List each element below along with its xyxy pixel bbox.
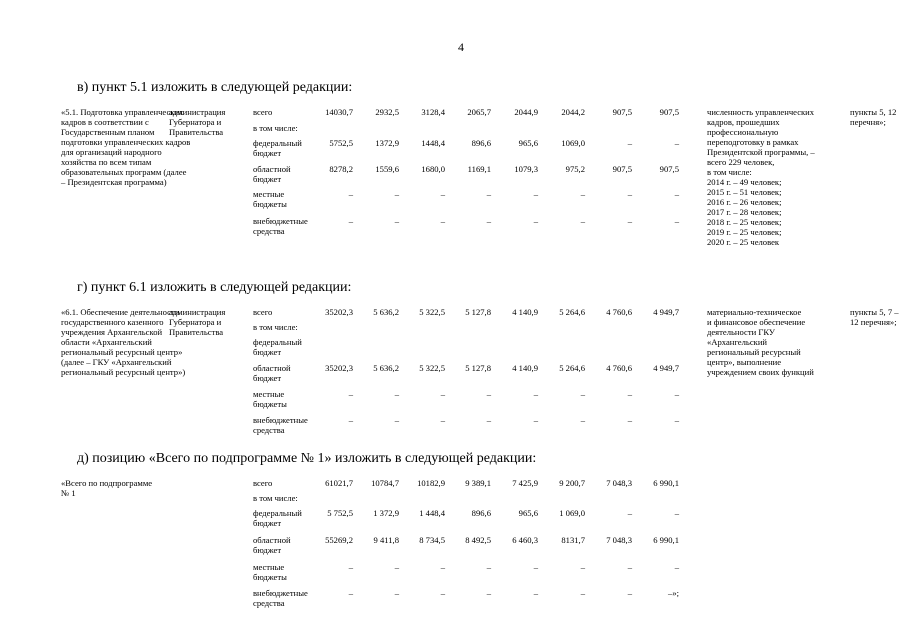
- program-description: «5.1. Подготовка управленческих кадров в соответствии с Государственным планом подготовки управленческих кадров для организаций народного хозяйства по всем типам образовательных программ (далее – Президентская программа): [61, 107, 191, 187]
- amount-2015: 1448,4: [421, 138, 445, 148]
- result-line: в том числе:: [707, 167, 752, 177]
- amount-2017: 2044,9: [514, 107, 538, 117]
- amount-2020: 6 990,1: [653, 535, 679, 545]
- funding-source: областной бюджет: [253, 363, 291, 383]
- amount-total: 5 752,5: [327, 508, 353, 518]
- amount-2020: –: [674, 216, 679, 226]
- amount-2018: 975,2: [565, 164, 585, 174]
- amount-2014: 1372,9: [375, 138, 399, 148]
- amount-2019: 7 048,3: [606, 478, 632, 488]
- section-heading-total: д) позицию «Всего по подпрограмме № 1» изложить в следующей редакции:: [77, 451, 537, 466]
- result-line: Президентской программы, –: [707, 147, 815, 157]
- amount-2014: 1 372,9: [373, 508, 399, 518]
- amount-2015: 1680,0: [421, 164, 445, 174]
- result-line: всего 229 человек,: [707, 157, 775, 167]
- amount-2018: 1 069,0: [559, 508, 585, 518]
- amount-2016: 1169,1: [467, 164, 491, 174]
- amount-2016: –: [486, 389, 491, 399]
- amount-2015: 1 448,4: [419, 508, 445, 518]
- amount-2015: –: [440, 415, 445, 425]
- amount-2014: –: [394, 389, 399, 399]
- result-line: деятельности ГКУ: [707, 327, 775, 337]
- amount-2015: –: [440, 562, 445, 572]
- result-line: 2020 г. – 25 человек: [707, 237, 780, 247]
- amount-2020: 4 949,7: [653, 363, 679, 373]
- amount-2014: 9 411,8: [373, 535, 399, 545]
- result-line: 2017 г. – 28 человек;: [707, 207, 782, 217]
- amount-2017: 6 460,3: [512, 535, 538, 545]
- amount-total: –: [348, 216, 353, 226]
- funding-source: всего: [253, 107, 273, 117]
- amount-2014: –: [394, 415, 399, 425]
- amount-2018: 9 200,7: [559, 478, 585, 488]
- amount-2018: –: [580, 562, 585, 572]
- amount-2016: 2065,7: [467, 107, 491, 117]
- funding-source: в том числе:: [253, 123, 298, 133]
- amount-2017: 965,6: [518, 508, 538, 518]
- amount-2014: –: [394, 588, 399, 598]
- amount-2019: –: [627, 588, 632, 598]
- amount-2014: –: [394, 189, 399, 199]
- section-table-5-1: [58, 107, 898, 267]
- result-line: центр», выполнение: [707, 357, 782, 367]
- amount-total: –: [348, 562, 353, 572]
- funding-source: всего: [253, 307, 273, 317]
- amount-2017: –: [533, 389, 538, 399]
- amount-2015: 10182,9: [417, 478, 445, 488]
- amount-2019: –: [627, 415, 632, 425]
- amount-2014: 2932,5: [375, 107, 399, 117]
- amount-2018: 2044,2: [561, 107, 585, 117]
- amount-total: 14030,7: [325, 107, 353, 117]
- amount-2015: –: [440, 389, 445, 399]
- amount-2016: 896,6: [471, 138, 491, 148]
- amount-2019: –: [627, 138, 632, 148]
- amount-2020: –: [674, 508, 679, 518]
- section-heading-5-1: в) пункт 5.1 изложить в следующей редакции:: [77, 80, 353, 95]
- amount-2014: –: [394, 216, 399, 226]
- funding-source: внебюджетные средства: [253, 415, 308, 435]
- amount-2019: 4 760,6: [606, 363, 632, 373]
- amount-2017: 965,6: [518, 138, 538, 148]
- expected-results: [707, 107, 849, 247]
- amount-2020: 907,5: [659, 107, 679, 117]
- amount-2020: –: [674, 562, 679, 572]
- amount-2017: –: [533, 562, 538, 572]
- amount-2015: 5 322,5: [419, 307, 445, 317]
- amount-2018: 1069,0: [561, 138, 585, 148]
- result-line: региональный ресурсный: [707, 347, 801, 357]
- funding-source: федеральный бюджет: [253, 138, 302, 158]
- expected-results: [707, 307, 849, 377]
- funding-source: федеральный бюджет: [253, 508, 302, 528]
- amount-2016: 5 127,8: [465, 307, 491, 317]
- result-line: кадров, прошедших: [707, 117, 780, 127]
- amount-2016: 896,6: [471, 508, 491, 518]
- funding-source: федеральный бюджет: [253, 337, 302, 357]
- funding-source: местные бюджеты: [253, 389, 287, 409]
- amount-2016: –: [486, 189, 491, 199]
- funding-source: в том числе:: [253, 322, 298, 332]
- amount-2019: 4 760,6: [606, 307, 632, 317]
- program-executor: администрация Губернатора и Правительства: [169, 107, 226, 137]
- result-line: профессиональную: [707, 127, 779, 137]
- funding-source: областной бюджет: [253, 535, 291, 555]
- amount-total: 35202,3: [325, 363, 353, 373]
- result-line: 2018 г. – 25 человек;: [707, 217, 782, 227]
- amount-2017: –: [533, 415, 538, 425]
- amount-2020: 6 990,1: [653, 478, 679, 488]
- amount-total: 35202,3: [325, 307, 353, 317]
- result-line: численность управленческих: [707, 107, 815, 117]
- result-line: 2015 г. – 51 человек;: [707, 187, 782, 197]
- amount-2018: –: [580, 389, 585, 399]
- amount-2017: 4 140,9: [512, 307, 538, 317]
- funding-source: внебюджетные средства: [253, 588, 308, 608]
- list-items-reference: пункты 5, 12 перечня»;: [850, 107, 897, 127]
- result-line: и финансовое обеспечение: [707, 317, 806, 327]
- amount-2016: –: [486, 415, 491, 425]
- amount-2017: 4 140,9: [512, 363, 538, 373]
- amount-total: 61021,7: [325, 478, 353, 488]
- result-line: 2014 г. – 49 человек;: [707, 177, 782, 187]
- amount-2020: –: [674, 415, 679, 425]
- amount-2015: 8 734,5: [419, 535, 445, 545]
- amount-total: 5752,5: [329, 138, 353, 148]
- amount-2019: –: [627, 189, 632, 199]
- page-number: 4: [458, 40, 464, 54]
- amount-2017: –: [533, 216, 538, 226]
- program-description: «Всего по подпрограмме № 1: [61, 478, 153, 498]
- amount-2019: –: [627, 508, 632, 518]
- amount-2018: 5 264,6: [559, 307, 585, 317]
- result-line: 2016 г. – 26 человек;: [707, 197, 782, 207]
- amount-2014: 5 636,2: [373, 307, 399, 317]
- amount-2015: 5 322,5: [419, 363, 445, 373]
- amount-2018: –: [580, 415, 585, 425]
- amount-2017: 1079,3: [514, 164, 538, 174]
- amount-total: –: [348, 189, 353, 199]
- amount-2014: –: [394, 562, 399, 572]
- section-table-total: [58, 478, 898, 613]
- funding-source: местные бюджеты: [253, 562, 287, 582]
- amount-2016: 8 492,5: [465, 535, 491, 545]
- result-line: учреждением своих функций: [707, 367, 814, 377]
- amount-2019: –: [627, 389, 632, 399]
- amount-2018: –: [580, 189, 585, 199]
- amount-2016: 5 127,8: [465, 363, 491, 373]
- amount-2017: –: [533, 189, 538, 199]
- result-line: «Архангельский: [707, 337, 768, 347]
- amount-2017: –: [533, 588, 538, 598]
- amount-2019: 907,5: [612, 164, 632, 174]
- amount-2017: 7 425,9: [512, 478, 538, 488]
- amount-total: –: [348, 415, 353, 425]
- amount-2014: 10784,7: [371, 478, 399, 488]
- amount-2018: 5 264,6: [559, 363, 585, 373]
- amount-2016: –: [486, 216, 491, 226]
- funding-source: внебюджетные средства: [253, 216, 308, 236]
- amount-2015: –: [440, 189, 445, 199]
- funding-source: областной бюджет: [253, 164, 291, 184]
- funding-source: всего: [253, 478, 273, 488]
- result-line: переподготовку в рамках: [707, 137, 799, 147]
- result-line: 2019 г. – 25 человек;: [707, 227, 782, 237]
- result-line: материально-техническое: [707, 307, 802, 317]
- amount-2019: 7 048,3: [606, 535, 632, 545]
- amount-2020: 907,5: [659, 164, 679, 174]
- amount-2016: –: [486, 562, 491, 572]
- amount-2018: 8131,7: [561, 535, 585, 545]
- amount-2016: –: [486, 588, 491, 598]
- section-table-6-1: [58, 307, 898, 437]
- amount-2019: –: [627, 562, 632, 572]
- amount-2018: –: [580, 588, 585, 598]
- amount-total: 8278,2: [329, 164, 353, 174]
- amount-2020: –: [674, 138, 679, 148]
- amount-total: –: [348, 588, 353, 598]
- program-description: «6.1. Обеспечение деятельности государственного казенного учреждения Архангельской области «Архангельский региональный ресурсный центр» (далее – ГКУ «Архангельский региональный ресурсный центр»): [61, 307, 186, 377]
- list-items-reference: пункты 5, 7 – 12 перечня»;: [850, 307, 899, 327]
- section-heading-6-1: г) пункт 6.1 изложить в следующей редакции:: [77, 280, 352, 295]
- program-executor: администрация Губернатора и Правительства: [169, 307, 226, 337]
- amount-2020: –: [674, 189, 679, 199]
- amount-2015: –: [440, 216, 445, 226]
- amount-total: 55269,2: [325, 535, 353, 545]
- amount-2014: 5 636,2: [373, 363, 399, 373]
- amount-2020: 4 949,7: [653, 307, 679, 317]
- amount-2018: –: [580, 216, 585, 226]
- funding-source: местные бюджеты: [253, 189, 287, 209]
- amount-2020: –»;: [668, 588, 679, 598]
- amount-2015: 3128,4: [421, 107, 445, 117]
- amount-2020: –: [674, 389, 679, 399]
- amount-2015: –: [440, 588, 445, 598]
- amount-2014: 1559,6: [375, 164, 399, 174]
- funding-source: в том числе:: [253, 493, 298, 503]
- amount-2019: 907,5: [612, 107, 632, 117]
- amount-2016: 9 389,1: [465, 478, 491, 488]
- amount-2019: –: [627, 216, 632, 226]
- amount-total: –: [348, 389, 353, 399]
